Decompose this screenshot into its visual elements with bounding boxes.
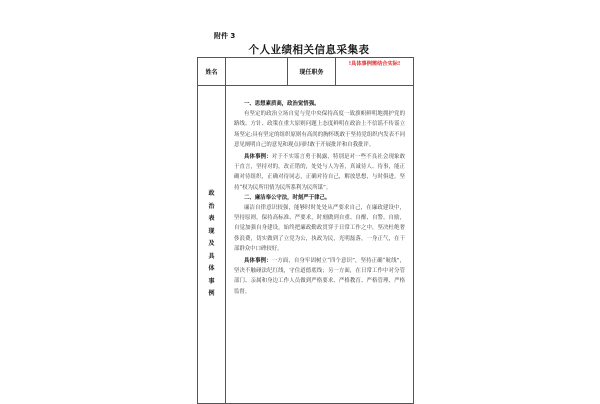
table-header-row — [198, 58, 414, 86]
attachment-label: 附件 3 — [214, 32, 236, 40]
side-char: 具 — [208, 252, 215, 260]
paragraph-2: 廉洁自律意识较强，能够时时处处从严要求自己，在廉政建设中，坚持原则，保持高标准、严要求，时刻做到自重、自醒、自警、自励，自觉加强自身建设，始终把廉政勤政贯穿于日常工作之中，坚决杜绝奢侈浪费，切实做到了立党为公，执政为民，光明磊落，一身正气，在干部群众中口碑较好。 — [234, 205, 405, 252]
content-cell[interactable] — [226, 86, 414, 404]
side-char: 例 — [208, 290, 215, 298]
heading-1: 一、思想素质高，政治觉悟强。 — [244, 101, 320, 107]
side-label — [198, 86, 226, 404]
example-1: 具体事例：对于不实谣言勇于揭露，特别是对一些不良社会现象敢于直言，坚持对的，改正错的，处处与人为善，真诚待人、待事，能正确对待组织，正确对待同志，正确对待自己，解放思想，与时俱进，坚持“权为民所用情为民所系利为民所谋”。 — [234, 154, 405, 191]
form-title: 个人业绩相关信息采集表 — [248, 44, 370, 56]
example-2: 具体事例：一方面，自身牢固树立“四个意识”，坚持正确“航线”，坚决不触碰法纪红线，守住道德底线；另一方面，在日常工作中对分管部门、亲属和身边工作人员做到严格要求、严格教育、严格管理、严格监督。 — [234, 258, 405, 295]
side-char: 治 — [208, 202, 215, 210]
side-char: 事 — [208, 277, 215, 285]
heading-2: 二、廉洁奉公守法，时刻严于律己。 — [244, 194, 331, 201]
side-char: 体 — [208, 265, 215, 273]
side-char: 及 — [208, 240, 215, 248]
example-note[interactable]: !具体事例需结合实际! — [336, 58, 414, 86]
side-char: 政 — [208, 190, 215, 198]
side-char: 表 — [208, 215, 215, 223]
position-label: 现任职务 — [288, 58, 336, 86]
paragraph-1: 有坚定的政治立场自觉与党中央保持高度一致旗帜鲜明地拥护党的路线、方针、政策在重大原则问题上态度鲜明在政治上不信谣不传谣立场坚定;具有坚定的组织原则有高尚的胸怀既敢于坚持党组织内发表不同意见阐明自己的意见和观点同时敢于开展批评和自我批评。 — [234, 111, 405, 148]
table-content-row — [198, 86, 414, 404]
info-form-table — [197, 57, 414, 404]
side-char: 现 — [208, 227, 215, 235]
name-label: 姓名 — [198, 58, 226, 86]
name-field[interactable] — [226, 58, 288, 86]
